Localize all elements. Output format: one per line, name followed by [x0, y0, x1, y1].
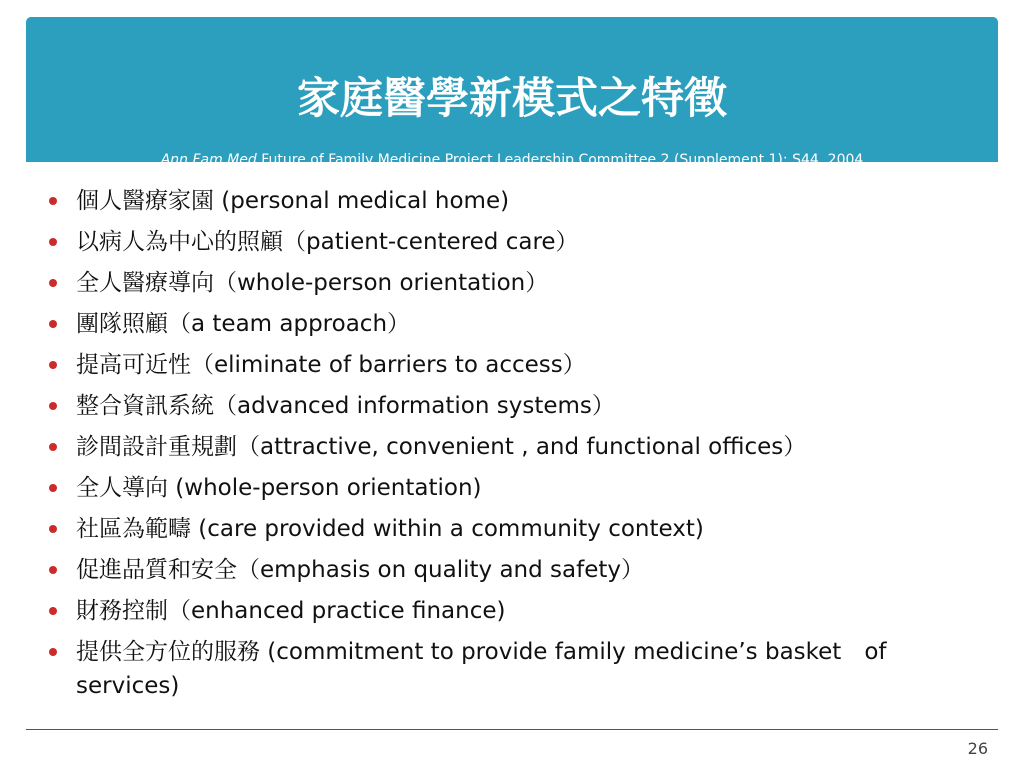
bullet-dot-icon	[49, 443, 57, 451]
list-item	[46, 512, 946, 553]
list-item-text: 診間設計重規劃（attractive, convenient , and functional offices）	[76, 434, 807, 460]
list-item	[46, 348, 946, 389]
list-item-text: 整合資訊系統（advanced information systems）	[76, 393, 615, 419]
list-item	[46, 553, 946, 594]
list-item	[46, 635, 896, 703]
bullet-list	[46, 184, 946, 703]
bullet-dot-icon	[49, 484, 57, 492]
list-item	[46, 266, 946, 307]
list-item-text: 個人醫療家園 (personal medical home)	[76, 188, 510, 214]
list-item	[46, 307, 946, 348]
list-item	[46, 430, 946, 471]
list-item	[46, 184, 946, 225]
bullet-dot-icon	[49, 607, 57, 615]
bullet-dot-icon	[49, 566, 57, 574]
list-item-text: 全人導向 (whole-person orientation)	[76, 475, 482, 501]
bullet-dot-icon	[49, 320, 57, 328]
bullet-dot-icon	[49, 197, 57, 205]
bullet-dot-icon	[49, 361, 57, 369]
slide-title: 家庭醫學新模式之特徵	[297, 74, 727, 124]
footer-divider	[26, 729, 998, 730]
list-item	[46, 471, 946, 512]
bullet-dot-icon	[49, 279, 57, 287]
journal-name: Ann Fam Med	[160, 152, 257, 168]
list-item	[46, 225, 946, 266]
list-item-text: 社區為範疇 (care provided within a community context)	[76, 516, 704, 542]
bullet-dot-icon	[49, 648, 57, 656]
list-item-text: 促進品質和安全（emphasis on quality and safety）	[76, 557, 644, 583]
bullet-dot-icon	[49, 238, 57, 246]
list-item-text: 團隊照顧（a team approach）	[76, 311, 411, 337]
list-item-text: 提供全方位的服務 (commitment to provide family medicine’s basket of services)	[76, 639, 887, 699]
list-item-text: 全人醫療導向（whole-person orientation）	[76, 270, 549, 296]
citation-text: Future of Family Medicine Project Leadership Committee 2 (Supplement 1): S44. 2004	[256, 152, 864, 168]
page-number: 26	[967, 739, 988, 758]
list-item-text: 以病人為中心的照顧（patient-centered care）	[76, 229, 579, 255]
list-item-text: 提高可近性（eliminate of barriers to access）	[76, 352, 586, 378]
slide-subtitle	[26, 150, 998, 170]
title-banner	[26, 17, 998, 168]
bullet-dot-icon	[49, 402, 57, 410]
list-item	[46, 389, 946, 430]
bullet-dot-icon	[49, 525, 57, 533]
list-item-text: 財務控制（enhanced practice finance)	[76, 598, 506, 624]
list-item	[46, 594, 946, 635]
